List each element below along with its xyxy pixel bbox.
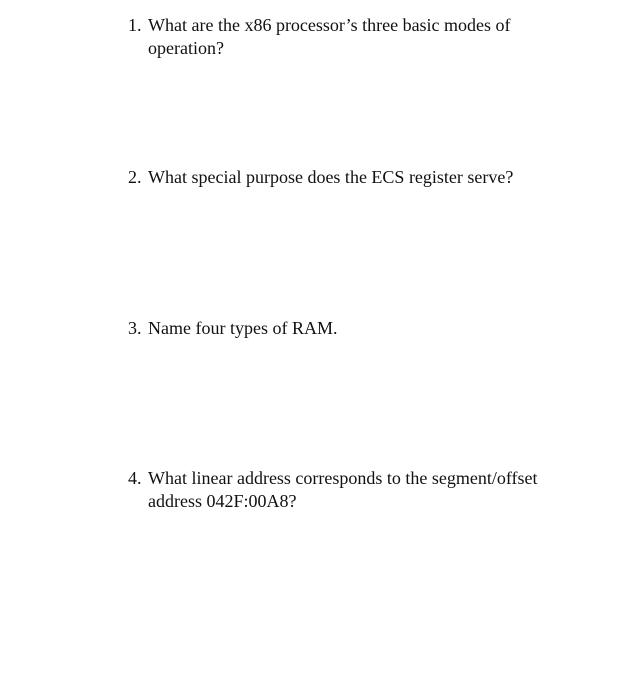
question-1-text: What are the x86 processor’s three basic modes of operation? xyxy=(148,15,511,58)
question-2-number: 2. xyxy=(128,167,142,187)
question-3-text: Name four types of RAM. xyxy=(148,318,338,338)
question-3-number: 3. xyxy=(128,318,142,338)
question-2-text: What special purpose does the ECS register serve? xyxy=(148,167,514,187)
question-2 xyxy=(128,166,568,189)
question-1-number: 1. xyxy=(128,15,142,35)
question-4 xyxy=(128,467,568,513)
question-4-number: 4. xyxy=(128,468,142,488)
question-1 xyxy=(128,14,568,60)
question-3 xyxy=(128,317,568,340)
question-4-text: What linear address corresponds to the segment/offset address 042F:00A8? xyxy=(148,468,538,511)
